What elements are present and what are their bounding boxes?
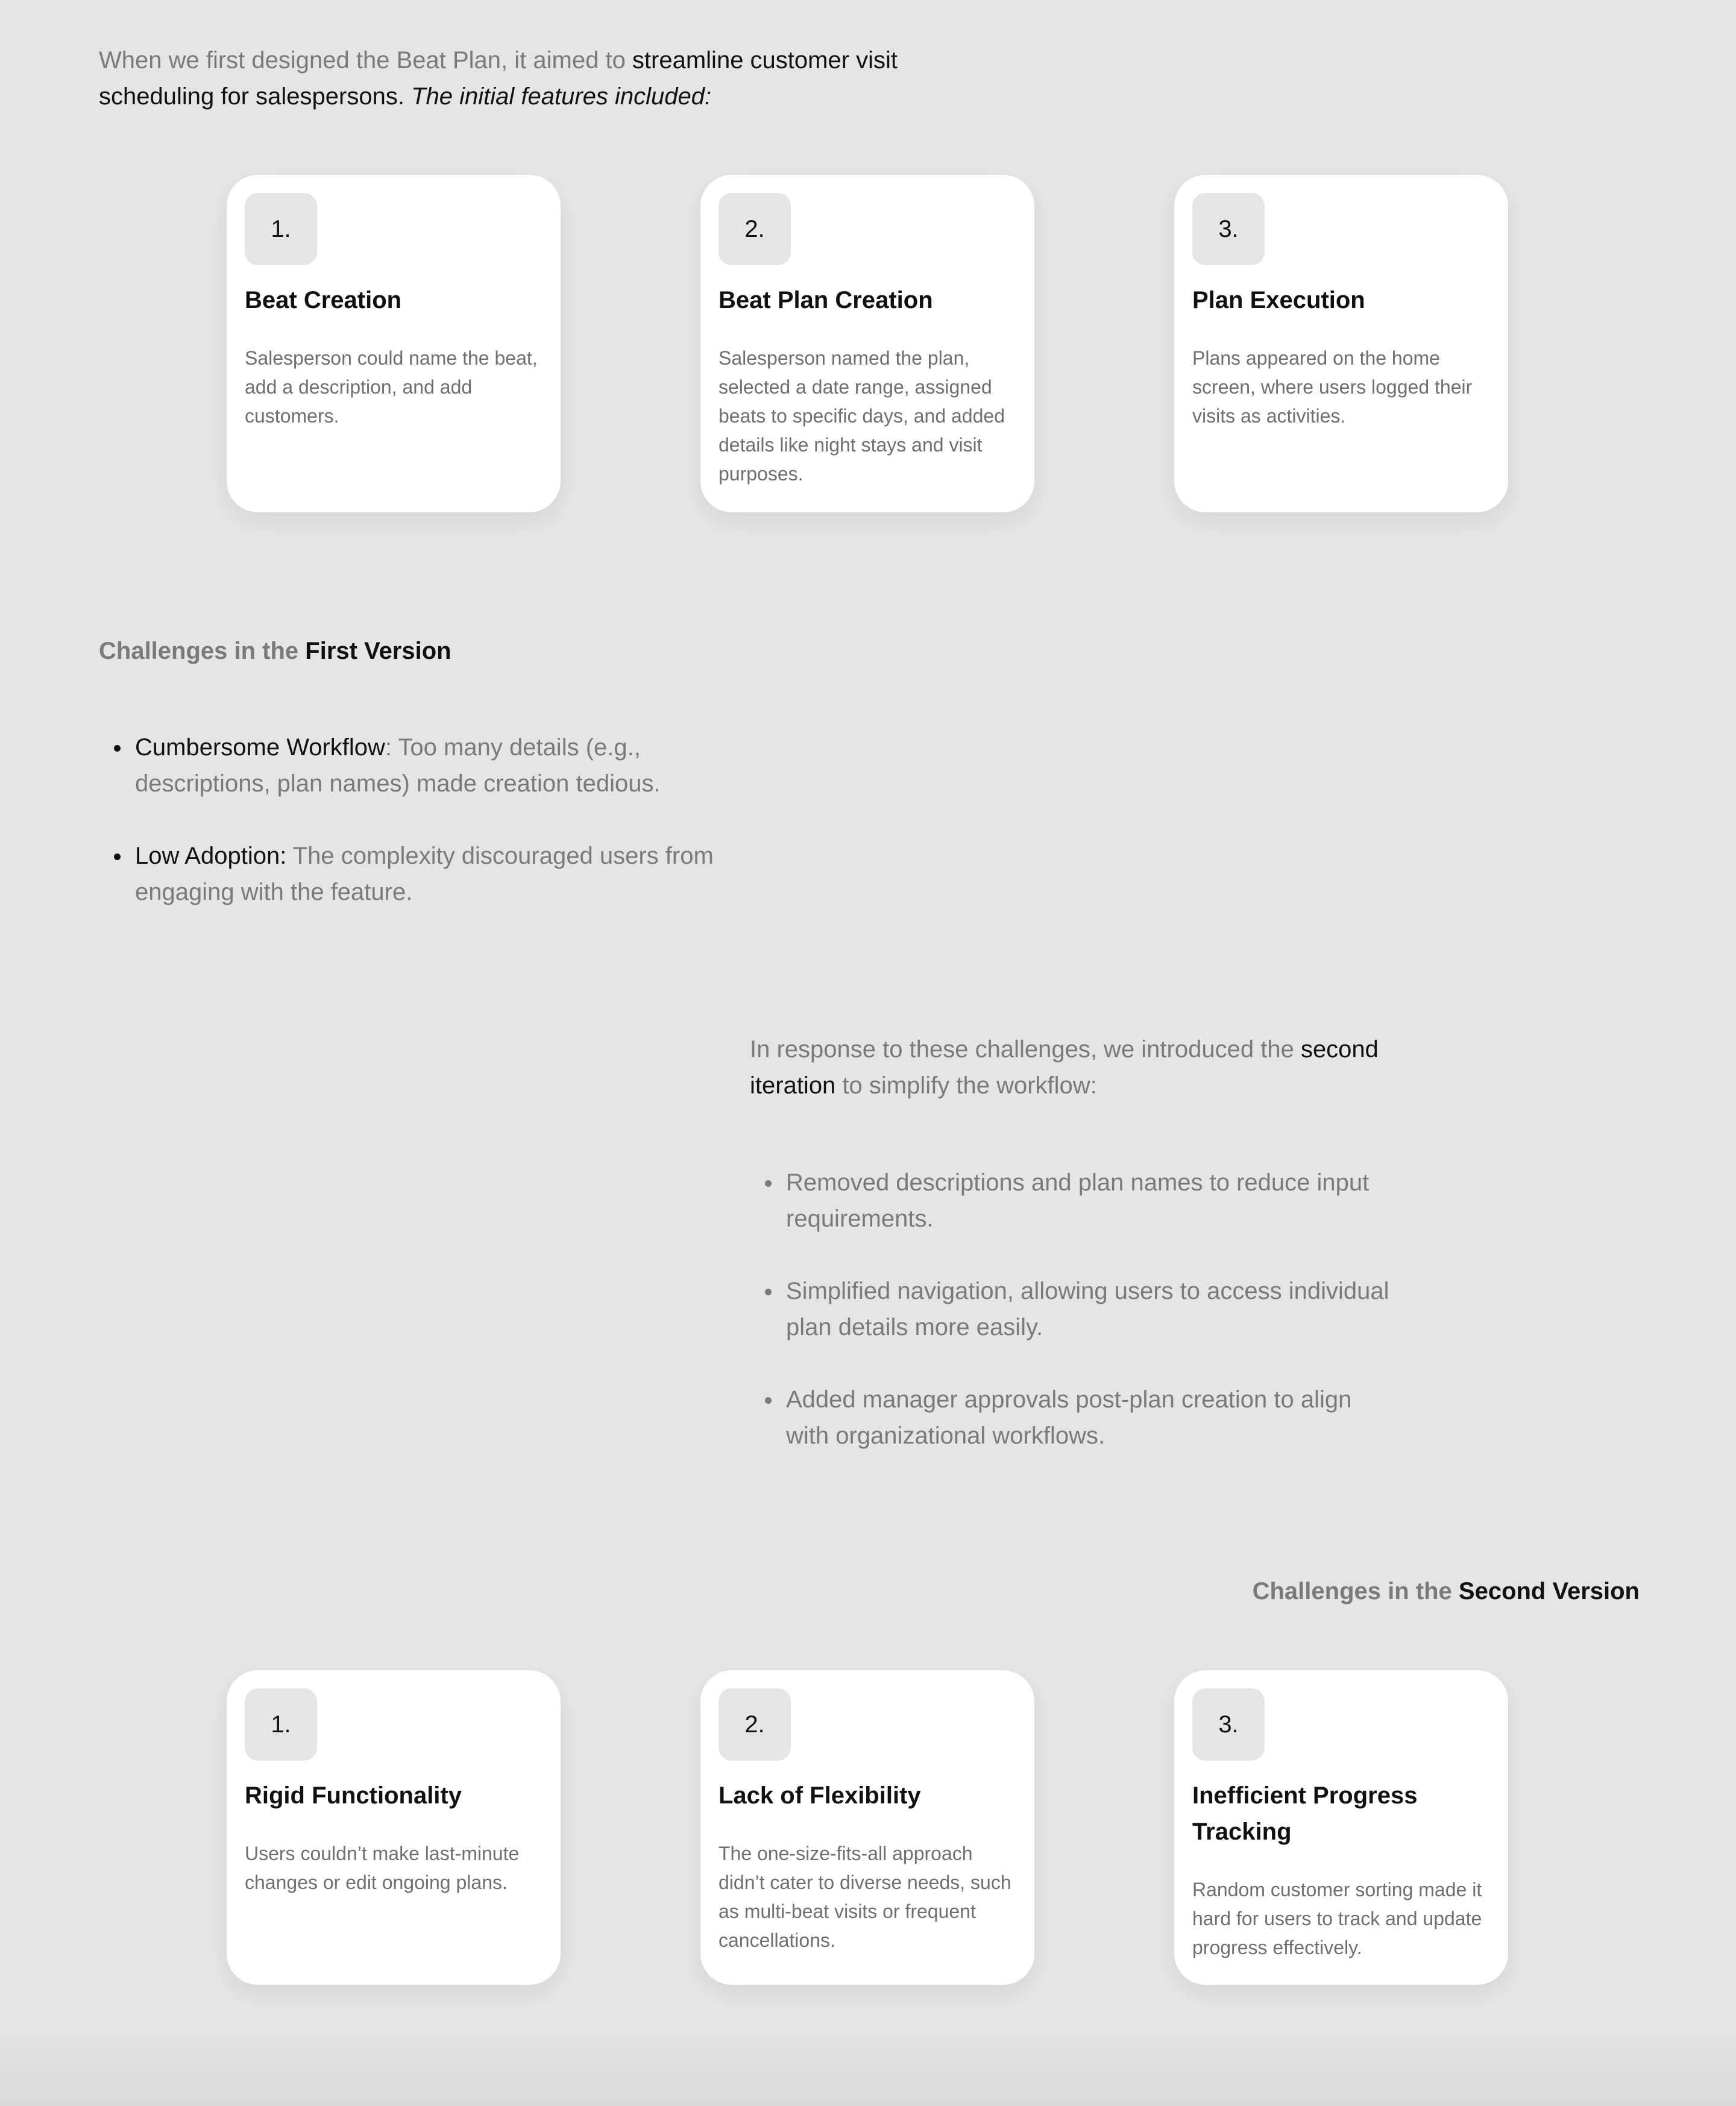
heading-prefix: Challenges in the	[1252, 1578, 1459, 1605]
intro-features-lead: The initial features included:	[411, 83, 712, 110]
card-title: Rigid Functionality	[245, 1782, 462, 1809]
bottom-shadow	[0, 2016, 1736, 2106]
challenge-card-rigid-functionality	[227, 1670, 561, 1985]
card-description: Plans appeared on the home screen, where users logged their visits as activities.	[1192, 347, 1473, 427]
card-description: Random customer sorting made it hard for users to track and update progress effectively.	[1192, 1879, 1482, 1958]
list-item: Added manager approvals post-plan creation to align with organizational workflows.	[750, 1381, 1401, 1454]
iteration-text: In response to these challenges, we introduced the	[750, 1036, 1301, 1063]
card-number-badge: 1.	[245, 193, 317, 265]
feature-card-beat-plan-creation	[700, 175, 1034, 512]
heading-highlight: First Version	[305, 638, 451, 664]
card-title: Beat Creation	[245, 287, 402, 313]
card-title: Plan Execution	[1192, 287, 1365, 313]
card-title: Lack of Flexibility	[719, 1782, 921, 1809]
card-description: Salesperson named the plan, selected a date range, assigned beats to specific days, and added details like night stays and visit purposes.	[719, 347, 1005, 485]
second-iteration-list	[750, 1165, 1401, 1454]
feature-card-plan-execution	[1174, 175, 1508, 512]
second-challenges-heading	[1253, 1573, 1640, 1609]
intro-text: When we first designed the Beat Plan, it aimed to	[99, 47, 632, 74]
list-item: Removed descriptions and plan names to reduce input requirements.	[750, 1165, 1401, 1237]
intro-highlight: streamline customer visit scheduling for salespersons.	[99, 47, 898, 110]
challenge-text: The complexity discouraged users from engaging with the feature.	[135, 843, 714, 905]
iteration-text-end: to simplify the workflow:	[835, 1072, 1097, 1099]
challenge-term: Cumbersome Workflow	[135, 734, 385, 761]
first-challenges-list	[99, 729, 738, 910]
challenge-text: : Too many details (e.g., descriptions, plan names) made creation tedious.	[135, 734, 661, 797]
card-description: Users couldn’t make last-minute changes or edit ongoing plans.	[245, 1843, 520, 1893]
card-number-badge: 1.	[245, 1688, 317, 1761]
card-description: The one-size-fits-all approach didn’t cater to diverse needs, such as multi-beat visits or frequent cancellations.	[719, 1843, 1011, 1951]
challenge-card-lack-of-flexibility	[700, 1670, 1034, 1985]
iteration-highlight: second iteration	[750, 1036, 1379, 1099]
intro-spacer	[404, 83, 411, 110]
card-number-badge: 3.	[1192, 1688, 1265, 1761]
challenge-term: Low Adoption:	[135, 843, 287, 869]
list-item: Simplified navigation, allowing users to access individual plan details more easily.	[750, 1273, 1401, 1345]
first-challenges-heading	[99, 633, 451, 669]
card-description: Salesperson could name the beat, add a description, and add customers.	[245, 347, 538, 427]
intro-paragraph	[99, 42, 979, 115]
card-number-badge: 2.	[719, 1688, 791, 1761]
card-title: Beat Plan Creation	[719, 287, 933, 313]
card-number-badge: 3.	[1192, 193, 1265, 265]
second-iteration-paragraph	[750, 1031, 1383, 1104]
list-item	[99, 729, 738, 802]
heading-highlight: Second Version	[1458, 1578, 1640, 1605]
feature-card-beat-creation	[227, 175, 561, 512]
card-number-badge: 2.	[719, 193, 791, 265]
card-title: Inefficient Progress Tracking	[1192, 1782, 1418, 1845]
heading-prefix: Challenges in the	[99, 638, 306, 664]
list-item	[99, 838, 738, 910]
challenge-card-inefficient-progress-tracking	[1174, 1670, 1508, 1985]
